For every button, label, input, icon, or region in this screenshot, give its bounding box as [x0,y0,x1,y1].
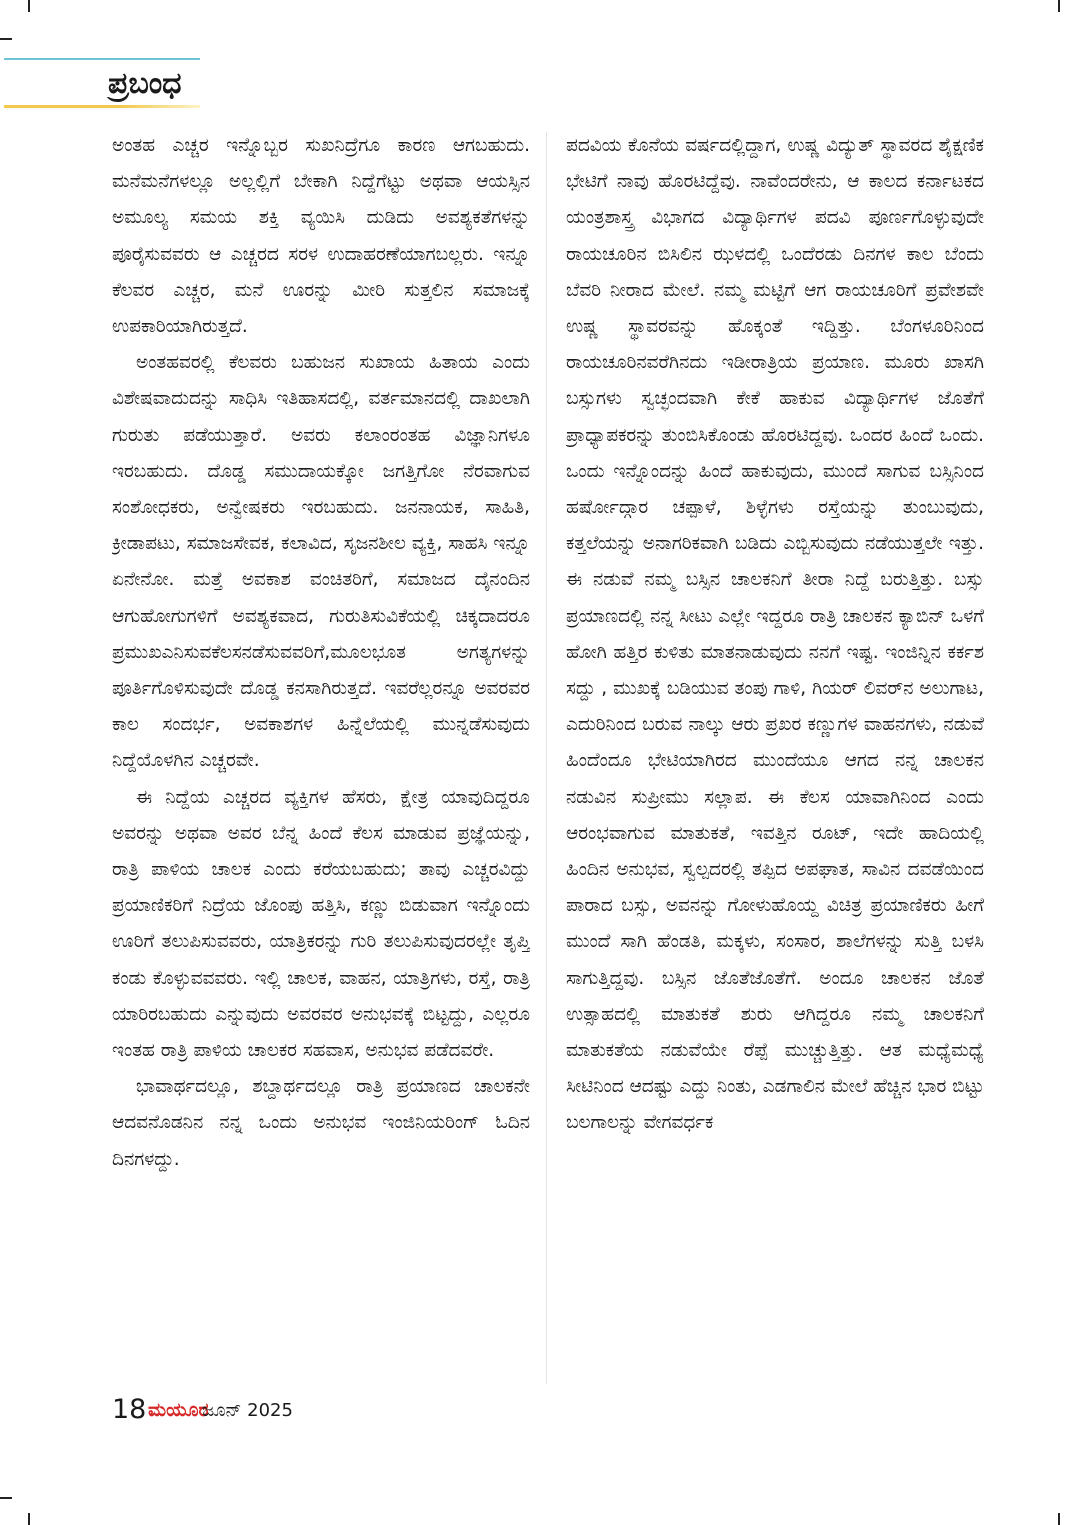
magazine-name: ಮಯೂರ [148,1399,209,1421]
crop-mark [1058,1513,1060,1525]
right-column [566,128,984,1380]
crop-mark [0,38,12,40]
crop-mark [0,1497,12,1499]
paragraph: ಭಾವಾರ್ಥದಲ್ಲೂ, ಶಬ್ದಾರ್ಥದಲ್ಲೂ ರಾತ್ರಿ ಪ್ರಯಾಣದ ಚಾಲಕನೇ ಆದವನೊಡನಿನ ನನ್ನ ಒಂದು ಅನುಭವ ಇಂಜಿನಿಯರಿಂಗ್ ಓದಿನ ದಿನಗಳದ್ದು. [112,1076,530,1170]
paragraph: ಪದವಿಯ ಕೊನೆಯ ವರ್ಷದಲ್ಲಿದ್ದಾಗ, ಉಷ್ಣ ವಿದ್ಯುತ್ ಸ್ಥಾವರದ ಶೈಕ್ಷಣಿಕ ಭೇಟಿಗೆ ನಾವು ಹೊರಟಿದ್ದೆವು. ನಾವೆಂದರೇನು, ಆ ಕಾಲದ ಕರ್ನಾಟಕದ ಯಂತ್ರಶಾಸ್ತ್ರ ವಿಭಾಗದ ವಿದ್ಯಾರ್ಥಿಗಳ ಪದವಿ ಪೂರ್ಣಗೊಳ್ಳುವುದೇ ರಾಯಚೂರಿನ ಬಿಸಿಲಿನ ಝಳದಲ್ಲಿ ಒಂದೆರಡು ದಿನಗಳ ಕಾಲ ಬೆಂದು ಬೆವರಿ ನೀರಾದ ಮೇಲೆ. ನಮ್ಮ ಮಟ್ಟಿಗೆ ಆಗ ರಾಯಚೂರಿಗೆ ಪ್ರವೇಶವೇ ಉಷ್ಣ ಸ್ಥಾವರವನ್ನು ಹೊಕ್ಕಂತೆ ಇದ್ದಿತ್ತು. ಬೆಂಗಳೂರಿನಿಂದ ರಾಯಚೂರಿನವರೆಗಿನದು ಇಡೀರಾತ್ರಿಯ ಪ್ರಯಾಣ. ಮೂರು ಖಾಸಗಿ ಬಸ್ಸುಗಳು ಸ್ವಚ್ಛಂದವಾಗಿ ಕೇಕೆ ಹಾಕುವ ವಿದ್ಯಾರ್ಥಿಗಳ ಜೊತೆಗೆ ಪ್ರಾಧ್ಯಾಪಕರನ್ನು ತುಂಬಿಸಿಕೊಂಡು ಹೊರಟಿದ್ದವು. ಒಂದರ ಹಿಂದೆ ಒಂದು. ಒಂದು ಇನ್ನೊಂದನ್ನು ಹಿಂದೆ ಹಾಕುವುದು, ಮುಂದೆ ಸಾಗುವ ಬಸ್ಸಿನಿಂದ ಹರ್ಷೋದ್ಗಾರ ಚಪ್ಪಾಳೆ, ಶಿಳ್ಳೆಗಳು ರಸ್ತೆಯನ್ನು ತುಂಬುವುದು, ಕತ್ತಲೆಯನ್ನು ಅನಾಗರಿಕವಾಗಿ ಬಡಿದು ಎಬ್ಬಿಸುವುದು ನಡೆಯುತ್ತಲೇ ಇತ್ತು. ಈ ನಡುವೆ ನಮ್ಮ ಬಸ್ಸಿನ ಚಾಲಕನಿಗೆ ತೀರಾ ನಿದ್ದೆ ಬರುತ್ತಿತ್ತು. ಬಸ್ಸು ಪ್ರಯಾಣದಲ್ಲಿ ನನ್ನ ಸೀಟು ಎಲ್ಲೇ ಇದ್ದರೂ ರಾತ್ರಿ ಚಾಲಕನ ಕ್ಯಾಬಿನ್ ಒಳಗೆ ಹೋಗಿ ಹತ್ತಿರ ಕುಳಿತು ಮಾತನಾಡುವುದು ನನಗೆ ಇಷ್ಟ. ಇಂಜಿನ್ನಿನ ಕರ್ಕಶ ಸದ್ದು , ಮುಖಕ್ಕೆ ಬಡಿಯುವ ತಂಪು ಗಾಳಿ, ಗಿಯರ್ ಲಿವರ್‌ನ ಅಲುಗಾಟ, ಎದುರಿನಿಂದ ಬರುವ ನಾಲ್ಕು ಆರು ಪ್ರಖರ ಕಣ್ಣುಗಳ ವಾಹನಗಳು, ನಡುವೆ ಹಿಂದೆಂದೂ ಭೇಟಿಯಾಗಿರದ ಮುಂದೆಯೂ ಆಗದ ನನ್ನ ಚಾಲಕನ ನಡುವಿನ ಸುಪ್ರೀಮು ಸಲ್ಲಾಪ. ಈ ಕೆಲಸ ಯಾವಾಗಿನಿಂದ ಎಂದು ಆರಂಭವಾಗುವ ಮಾತುಕತೆ, ಇವತ್ತಿನ ರೂಟ್, ಇದೇ ಹಾದಿಯಲ್ಲಿ ಹಿಂದಿನ ಅನುಭವ, ಸ್ವಲ್ಪದರಲ್ಲಿ ತಪ್ಪಿದ ಅಪಘಾತ, ಸಾವಿನ ದವಡೆಯಿಂದ ಪಾರಾದ ಬಸ್ಸು, ಅವನನ್ನು ಗೋಳುಹೊಯ್ದ ವಿಚಿತ್ರ ಪ್ರಯಾಣಿಕರು ಹೀಗೆ ಮುಂದೆ ಸಾಗಿ ಹೆಂಡತಿ, ಮಕ್ಕಳು, ಸಂಸಾರ, ಶಾಲೆಗಳನ್ನು ಸುತ್ತಿ ಬಳಸಿ ಸಾಗುತ್ತಿದ್ದವು. ಬಸ್ಸಿನ ಜೊತೆಜೊತೆಗೆ. ಅಂದೂ ಚಾಲಕನ ಜೊತೆ ಉತ್ಸಾಹದಲ್ಲಿ ಮಾತುಕತೆ ಶುರು ಆಗಿದ್ದರೂ ನಮ್ಮ ಚಾಲಕನಿಗೆ ಮಾತುಕತೆಯ ನಡುವೆಯೇ ರೆಪ್ಪೆ ಮುಚ್ಚುತ್ತಿತ್ತು. ಆತ ಮಧ್ಯೆಮಧ್ಯೆ ಸೀಟಿನಿಂದ ಆದಷ್ಟು ಎದ್ದು ನಿಂತು, ಎಡಗಾಲಿನ ಮೇಲೆ ಹೆಚ್ಚಿನ ಭಾರ ಬಿಟ್ಟು ಬಲಗಾಲನ್ನು ವೇಗವರ್ಧಕ [566,135,984,1134]
crop-mark [28,1513,30,1525]
header-bottom-rule [4,105,200,108]
paragraph: ಈ ನಿದ್ದೆಯ ಎಚ್ಚರದ ವ್ಯಕ್ತಿಗಳ ಹೆಸರು, ಕ್ಷೇತ್ರ ಯಾವುದಿದ್ದರೂ ಅವರನ್ನು ಅಥವಾ ಅವರ ಬೆನ್ನ ಹಿಂದೆ ಕೆಲಸ ಮಾಡುವ ಪ್ರಜ್ಞೆಯನ್ನು, ರಾತ್ರಿ ಪಾಳಿಯ ಚಾಲಕ ಎಂದು ಕರೆಯಬಹುದು; ತಾವು ಎಚ್ಚರವಿದ್ದು ಪ್ರಯಾಣಿಕರಿಗೆ ನಿದ್ರೆಯ ಜೊಂಪು ಹತ್ತಿಸಿ, ಕಣ್ಣು ಬಿಡುವಾಗ ಇನ್ನೊಂದು ಊರಿಗೆ ತಲುಪಿಸುವವರು, ಯಾತ್ರಿಕರನ್ನು ಗುರಿ ತಲುಪಿಸುವುದರಲ್ಲೇ ತೃಪ್ತಿ ಕಂಡು ಕೊಳ್ಳುವವವರು. ಇಲ್ಲಿ ಚಾಲಕ, ವಾಹನ, ಯಾತ್ರಿಗಳು, ರಸ್ತೆ, ರಾತ್ರಿ ಯಾರಿರಬಹುದು ಎನ್ನುವುದು ಅವರವರ ಅನುಭವಕ್ಕೆ ಬಿಟ್ಟದ್ದು, ಎಲ್ಲರೂ ಇಂತಹ ರಾತ್ರಿ ಪಾಳಿಯ ಚಾಲಕರ ಸಹವಾಸ, ಅನುಭವ ಪಡೆದವರೇ. [112,786,530,1062]
crop-mark [1058,0,1060,12]
paragraph: ಅಂತಹವರಲ್ಲಿ ಕೆಲವರು ಬಹುಜನ ಸುಖಾಯ ಹಿತಾಯ ಎಂದು ವಿಶೇಷವಾದುದನ್ನು ಸಾಧಿಸಿ ಇತಿಹಾಸದಲ್ಲಿ, ವರ್ತಮಾನದಲ್ಲಿ ದಾಖಲಾಗಿ ಗುರುತು ಪಡೆಯುತ್ತಾರೆ. ಅವರು ಕಲಾಂರಂತಹ ವಿಜ್ಞಾನಿಗಳೂ ಇರಬಹುದು. ದೊಡ್ಡ ಸಮುದಾಯಕ್ಕೋ ಜಗತ್ತಿಗೋ ನೆರವಾಗುವ ಸಂಶೋಧಕರು, ಅನ್ವೇಷಕರು ಇರಬಹುದು. ಜನನಾಯಕ, ಸಾಹಿತಿ, ಕ್ರೀಡಾಪಟು, ಸಮಾಜಸೇವಕ, ಕಲಾವಿದ, ಸೃಜನಶೀಲ ವ್ಯಕ್ತಿ, ಸಾಹಸಿ ಇನ್ನೂ ಏನೇನೋ. ಮತ್ತೆ ಅವಕಾಶ ವಂಚಿತರಿಗೆ, ಸಮಾಜದ ದೈನಂದಿನ ಆಗುಹೋಗುಗಳಿಗೆ ಅವಶ್ಯಕವಾದ, ಗುರುತಿಸುವಿಕೆಯಲ್ಲಿ ಚಿಕ್ಕದಾದರೂ ಪ್ರಮುಖಎನಿಸುವಕೆಲಸನಡೆಸುವವರಿಗೆ,ಮೂಲಭೂತ ಅಗತ್ಯಗಳನ್ನು ಪೂರ್ತಿಗೊಳಿಸುವುದೇ ದೊಡ್ಡ ಕನಸಾಗಿರುತ್ತದೆ. ಇವರೆಲ್ಲರನ್ನೂ ಅವರವರ ಕಾಲ ಸಂದರ್ಭ, ಅವಕಾಶಗಳ ಹಿನ್ನೆಲೆಯಲ್ಲಿ ಮುನ್ನಡೆಸುವುದು ನಿದ್ದೆಯೊಳಗಿನ ಎಚ್ಚರವೇ. [112,352,530,772]
section-header [4,58,200,108]
column-divider [546,132,547,1384]
paragraph: ಅಂತಹ ಎಚ್ಚರ ಇನ್ನೊಬ್ಬರ ಸುಖನಿದ್ರೆಗೂ ಕಾರಣ ಆಗಬಹುದು. ಮನೆಮನೆಗಳಲ್ಲೂ ಅಲ್ಲಲ್ಲಿಗೆ ಬೇಕಾಗಿ ನಿದ್ದೆಗೆಟ್ಟು ಅಥವಾ ಆಯಸ್ಸಿನ ಅಮೂಲ್ಯ ಸಮಯ ಶಕ್ತಿ ವ್ಯಯಿಸಿ ದುಡಿದು ಅವಶ್ಯಕತೆಗಳನ್ನು ಪೂರೈಸುವವರು ಆ ಎಚ್ಚರದ ಸರಳ ಉದಾಹರಣೆಯಾಗಬಲ್ಲರು. ಇನ್ನೂ ಕೆಲವರ ಎಚ್ಚರ, ಮನೆ ಊರನ್ನು ಮೀರಿ ಸುತ್ತಲಿನ ಸಮಾಜಕ್ಕೆ ಉಪಕಾರಿಯಾಗಿರುತ್ತದೆ. [112,135,530,338]
crop-mark [28,0,30,12]
issue-date: ಜೂನ್ 2025 [202,1400,293,1421]
page-number: 18 [112,1394,147,1425]
header-top-rule [4,58,200,60]
left-column [112,128,530,1380]
section-title: ಪ್ರಬಂಧ [108,66,182,101]
